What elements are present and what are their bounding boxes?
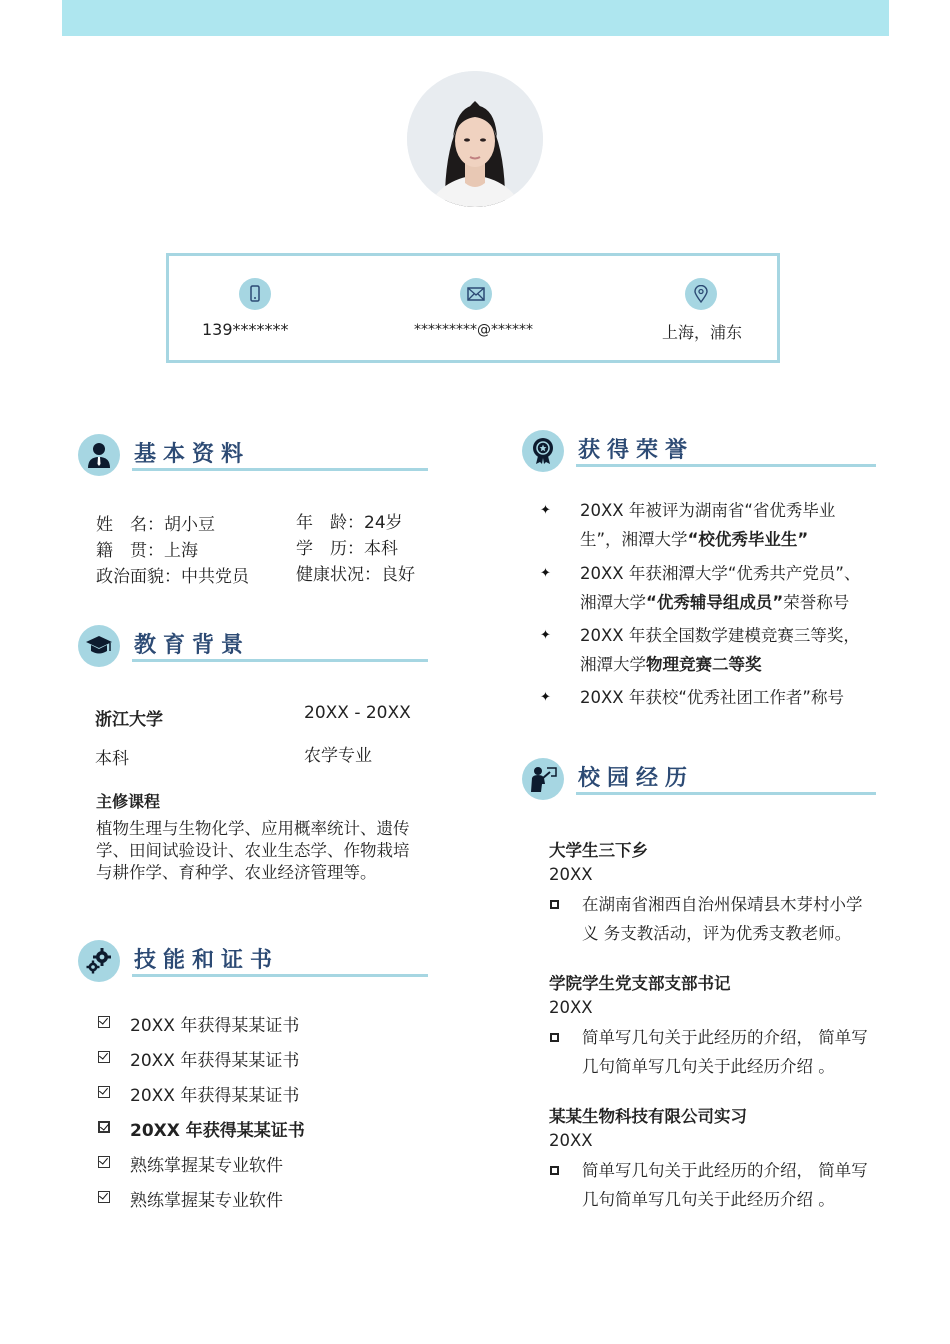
- skill-item: 熟练掌握某专业软件: [130, 1191, 283, 1211]
- checkbox-icon: [98, 1016, 110, 1028]
- skill-item: 20XX 年获得某某证书: [130, 1051, 300, 1071]
- section-honors: [522, 430, 878, 474]
- skill-item: 熟练掌握某专业软件: [130, 1156, 283, 1176]
- honor-highlight: “校优秀毕业生”: [687, 530, 809, 549]
- person-icon: [78, 434, 120, 476]
- honor-item: [580, 621, 872, 679]
- campus-desc: 在湖南省湘西自治州保靖县木芽村小学义 务支教活动，评为优秀支教老师。: [582, 895, 863, 943]
- mail-icon: [460, 278, 492, 310]
- section-basic-info: [78, 434, 430, 478]
- gears-icon: [78, 940, 120, 982]
- square-bullet-icon: [550, 1166, 559, 1175]
- contact-box: [166, 253, 780, 363]
- honor-text: 20XX 年获湘潭大学“优秀共产党员”、湘潭大学: [580, 564, 861, 612]
- phone-text: 139*******: [202, 320, 289, 339]
- section-title: 基本资料: [134, 442, 251, 467]
- checkbox-icon: [98, 1191, 110, 1203]
- basic-origin: 籍 贯：上海: [96, 541, 198, 561]
- basic-politics: 政治面貌：中共党员: [96, 567, 249, 587]
- campus-desc: 简单写几句关于此经历的介绍， 简单写几句简单写几句关于此经历介绍 。: [582, 1161, 868, 1209]
- honor-text: 20XX 年获全国数学建模竞赛三等奖，湘潭大学: [580, 626, 860, 674]
- campus-year: 20XX: [549, 865, 593, 884]
- phone-icon: [239, 278, 271, 310]
- square-bullet-icon: [550, 900, 559, 909]
- checkbox-icon: [98, 1086, 110, 1098]
- section-underline: [132, 974, 428, 977]
- section-title: 获得荣誉: [578, 438, 695, 463]
- section-underline: [576, 792, 876, 795]
- campus-title: 学院学生党支部支部书记: [549, 974, 731, 993]
- skill-item: 20XX 年获得某某证书: [130, 1016, 300, 1036]
- basic-health: 健康状况：良好: [296, 565, 415, 585]
- basic-age: 年 龄：24岁: [296, 513, 403, 533]
- edu-level: 本科: [95, 749, 129, 769]
- edu-period: 20XX - 20XX: [304, 703, 411, 723]
- section-education: [78, 625, 430, 669]
- honor-item: 20XX 年获校“优秀社团工作者”称号: [580, 688, 844, 707]
- location-text: 上海，浦东: [662, 323, 743, 342]
- campus-desc: 简单写几句关于此经历的介绍， 简单写几句简单写几句关于此经历介绍 。: [582, 1028, 868, 1076]
- edu-courses: 植物生理与生物化学、应用概率统计、遗传学、田间试验设计、农业生态学、作物栽培与耕作学、育种学、农业经济管理等。: [96, 819, 410, 882]
- basic-name: 姓 名：胡小豆: [96, 515, 215, 535]
- skill-item: 20XX 年获得某某证书: [130, 1121, 305, 1141]
- section-skills: [78, 940, 430, 984]
- section-title: 校园经历: [578, 766, 695, 791]
- email-text: *********@******: [414, 322, 533, 338]
- section-campus: [522, 758, 878, 802]
- section-title: 技能和证书: [134, 948, 280, 973]
- honor-item: [580, 559, 876, 617]
- star-bullet-icon: ✦: [540, 690, 551, 705]
- medal-icon: [522, 430, 564, 472]
- section-underline: [132, 468, 428, 471]
- edu-major: 农学专业: [304, 746, 372, 766]
- edu-courses-title: 主修课程: [96, 792, 161, 811]
- section-underline: [576, 464, 876, 467]
- honor-text: 20XX 年被评为湖南省“省优秀毕业生”，湘潭大学: [580, 501, 836, 549]
- star-bullet-icon: ✦: [540, 566, 551, 581]
- honor-item: [580, 496, 870, 554]
- top-accent-bar: [62, 0, 889, 36]
- presenter-icon: [522, 758, 564, 800]
- honor-highlight: “优秀辅导组成员”: [646, 593, 784, 612]
- section-title: 教育背景: [134, 633, 251, 658]
- graduation-cap-icon: [78, 625, 120, 667]
- campus-year: 20XX: [549, 998, 593, 1017]
- honor-text: 荣誉称号: [783, 593, 850, 612]
- basic-degree: 学 历：本科: [296, 539, 398, 559]
- campus-title: 大学生三下乡: [549, 841, 648, 860]
- location-pin-icon: [685, 278, 717, 310]
- campus-year: 20XX: [549, 1131, 593, 1150]
- checkbox-icon: [98, 1121, 110, 1133]
- star-bullet-icon: ✦: [540, 628, 551, 643]
- checkbox-icon: [98, 1051, 110, 1063]
- section-underline: [132, 659, 428, 662]
- honor-highlight: 物理竞赛二等奖: [646, 655, 762, 674]
- campus-title: 某某生物科技有限公司实习: [549, 1107, 747, 1126]
- checkbox-icon: [98, 1156, 110, 1168]
- profile-photo: [407, 71, 543, 207]
- skill-item: 20XX 年获得某某证书: [130, 1086, 300, 1106]
- square-bullet-icon: [550, 1033, 559, 1042]
- edu-school: 浙江大学: [95, 710, 163, 730]
- star-bullet-icon: ✦: [540, 503, 551, 518]
